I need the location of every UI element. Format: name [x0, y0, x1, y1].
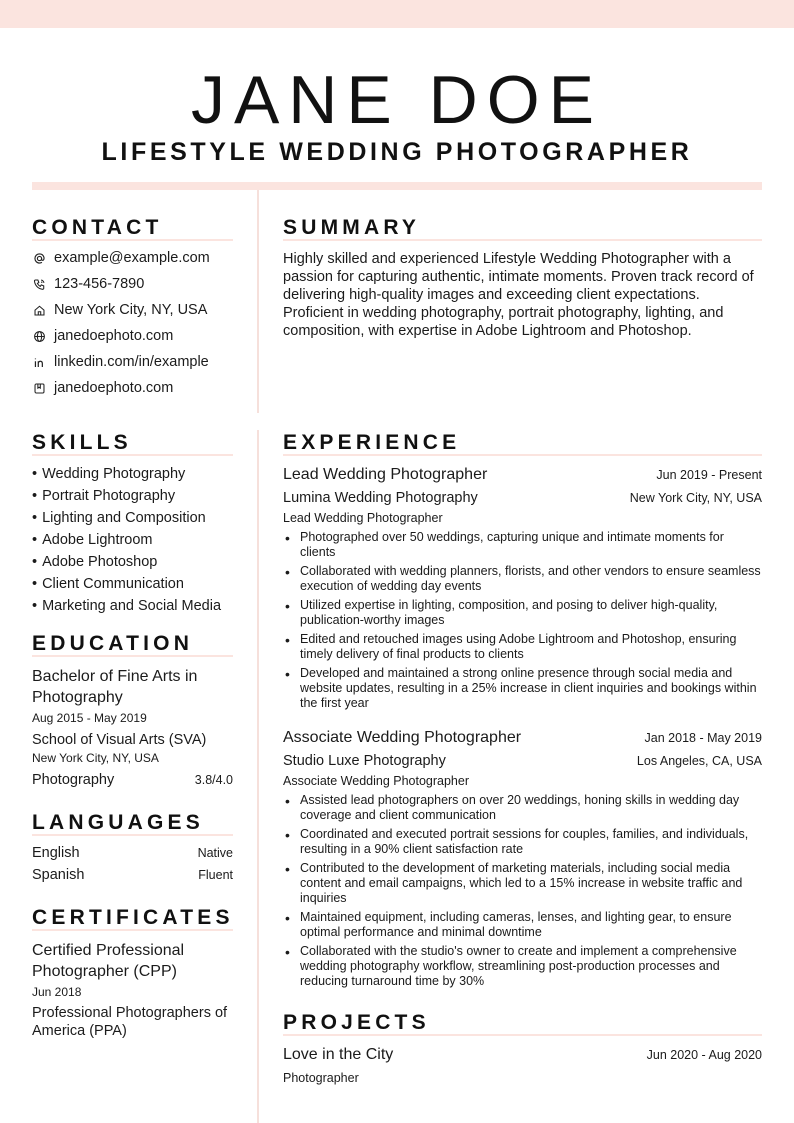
project-title: Love in the City: [283, 1046, 394, 1063]
header-divider: [32, 182, 762, 190]
contact-linkedin-text: linkedin.com/in/example: [54, 354, 209, 370]
summary-heading: SUMMARY: [283, 216, 421, 239]
education-heading: EDUCATION: [32, 632, 194, 655]
skill-label: Adobe Lightroom: [42, 532, 153, 548]
job-role: Lead Wedding Photographer: [283, 511, 443, 525]
language-row: [32, 843, 233, 865]
skill-item: • Lighting and Composition: [32, 510, 206, 526]
contact-website-text: janedoephoto.com: [54, 328, 174, 344]
contact-heading-rule: [32, 239, 233, 241]
experience-job: [283, 464, 762, 715]
certificate-entry: [32, 940, 233, 1040]
contact-location: [32, 297, 233, 323]
skills-heading-rule: [32, 454, 233, 456]
languages-heading-rule: [32, 834, 233, 836]
languages-heading: LANGUAGES: [32, 811, 204, 834]
education-dates: Aug 2015 - May 2019: [32, 711, 147, 725]
education-field-row: [32, 770, 233, 790]
job-bullet: • Maintained equipment, including cameras, lenses, and lighting gear, to ensure optimal performance and minimal downtime: [283, 910, 762, 940]
project-header-row: [283, 1044, 762, 1066]
education-degree: Bachelor of Fine Arts in Photography: [32, 668, 198, 706]
certificate-issuer: Professional Photographers of America (PPA): [32, 1005, 228, 1039]
job-bullet: • Utilized expertise in lighting, composition, and posing to deliver high-quality, publication-worthy images: [283, 598, 762, 628]
skill-item: • Adobe Lightroom: [32, 532, 153, 548]
contact-portfolio[interactable]: [32, 375, 233, 401]
language-name: English: [32, 845, 80, 861]
job-header-row: [283, 727, 762, 749]
job-company-row: [283, 751, 762, 771]
language-name: Spanish: [32, 867, 85, 883]
experience-job: [283, 727, 762, 993]
skill-item: • Marketing and Social Media: [32, 598, 222, 614]
job-location: Los Angeles, CA, USA: [636, 754, 762, 768]
certificate-date: Jun 2018: [32, 985, 82, 999]
job-dates: Jan 2018 - May 2019: [644, 731, 762, 745]
education-entry: [32, 666, 233, 790]
job-bullet: • Coordinated and executed portrait sessions for couples, families, and individuals, resulting in a 90% client satisfaction rate: [283, 827, 762, 857]
education-field: Photography: [32, 772, 115, 788]
job-bullet: • Assisted lead photographers on over 20 weddings, honing skills in wedding day coverage and client communication: [283, 793, 762, 823]
job-title: Lead Wedding Photographer: [283, 466, 488, 483]
education-heading-rule: [32, 655, 233, 657]
candidate-name: JANE DOE: [190, 62, 604, 138]
language-level: Native: [197, 846, 233, 860]
contact-linkedin[interactable]: [32, 349, 233, 375]
portfolio-icon: [32, 381, 46, 395]
job-bullet: • Collaborated with the studio's owner to create and implement a comprehensive wedding photography workflow, streamlining post-production processes and reducing turnaround time by 30%: [283, 944, 762, 989]
job-bullet: • Collaborated with wedding planners, florists, and other vendors to ensure seamless execution of wedding day events: [283, 564, 762, 594]
skill-label: Wedding Photography: [42, 466, 186, 482]
job-bullet: • Contributed to the development of marketing materials, including social media content and email campaigns, which led to a 15% increase in website traffic and inquiries: [283, 861, 762, 906]
language-level: Fluent: [198, 868, 233, 882]
skill-item: • Wedding Photography: [32, 466, 186, 482]
certificates-heading-rule: [32, 929, 233, 931]
contact-website[interactable]: [32, 323, 233, 349]
top-accent-bar: [0, 0, 794, 28]
summary-heading-rule: [283, 239, 762, 241]
experience-heading: EXPERIENCE: [283, 431, 461, 454]
skills-list: [32, 463, 233, 617]
skill-label: Portrait Photography: [42, 488, 176, 504]
projects-heading-rule: [283, 1034, 762, 1036]
skill-label: Adobe Photoshop: [42, 554, 158, 570]
job-role: Associate Wedding Photographer: [283, 774, 469, 788]
contact-email[interactable]: [32, 245, 233, 271]
certificates-heading: CERTIFICATES: [32, 906, 234, 929]
job-bullets: [283, 793, 762, 989]
education-school: School of Visual Arts (SVA): [32, 732, 207, 748]
contact-phone-text: 123-456-7890: [54, 276, 145, 292]
language-row: [32, 865, 233, 887]
column-divider-bottom: [257, 430, 259, 1123]
linkedin-icon: [32, 355, 46, 369]
job-bullets: [283, 530, 762, 711]
job-location: New York City, NY, USA: [629, 491, 762, 505]
summary-text: Highly skilled and experienced Lifestyle Wedding Photographer with a passion for capturing authentic, intimate moments. Proven track record of delivering high-quality images and exceeding client expectations. Proficient in wedding photography, portrait photography, lighting, and composition, with expertise in Adobe Lightroom and Photoshop.: [283, 251, 754, 339]
projects-heading: PROJECTS: [283, 1011, 430, 1034]
contact-email-text: example@example.com: [54, 250, 210, 266]
home-icon: [32, 303, 46, 317]
job-bullet: • Photographed over 50 weddings, capturing unique and intimate moments for clients: [283, 530, 762, 560]
skill-item: • Portrait Photography: [32, 488, 176, 504]
languages-list: [32, 843, 233, 887]
job-company: Studio Luxe Photography: [283, 753, 446, 769]
education-gpa: 3.8/4.0: [194, 773, 233, 787]
skill-label: Lighting and Composition: [42, 510, 206, 526]
project-entry: [283, 1044, 762, 1087]
contact-portfolio-text: janedoephoto.com: [54, 380, 174, 396]
education-location: New York City, NY, USA: [32, 751, 159, 765]
contact-location-text: New York City, NY, USA: [54, 302, 208, 318]
job-bullet: • Edited and retouched images using Adobe Lightroom and Photoshop, ensuring timely delivery of final products to clients: [283, 632, 762, 662]
at-icon: [32, 251, 46, 265]
contact-phone[interactable]: [32, 271, 233, 297]
skill-label: Client Communication: [42, 576, 184, 592]
project-role: Photographer: [283, 1071, 359, 1085]
job-title: Associate Wedding Photographer: [283, 729, 522, 746]
globe-icon: [32, 329, 46, 343]
project-dates: Jun 2020 - Aug 2020: [646, 1048, 762, 1062]
certificate-name: Certified Professional Photographer (CPP): [32, 942, 185, 980]
job-company: Lumina Wedding Photography: [283, 490, 478, 506]
job-bullet: • Developed and maintained a strong online presence through social media and website updates, resulting in a 25% increase in client inquiries and bookings within the first year: [283, 666, 762, 711]
contact-list: [32, 245, 233, 401]
contact-heading: CONTACT: [32, 216, 163, 239]
column-divider-top: [257, 190, 259, 413]
job-header-row: [283, 464, 762, 486]
job-company-row: [283, 488, 762, 508]
phone-icon: [32, 277, 46, 291]
job-dates: Jun 2019 - Present: [656, 468, 762, 482]
skill-item: • Adobe Photoshop: [32, 554, 158, 570]
experience-heading-rule: [283, 454, 762, 456]
candidate-title: LIFESTYLE WEDDING PHOTOGRAPHER: [101, 138, 693, 166]
skill-label: Marketing and Social Media: [42, 598, 222, 614]
skills-heading: SKILLS: [32, 431, 132, 454]
skill-item: • Client Communication: [32, 576, 184, 592]
